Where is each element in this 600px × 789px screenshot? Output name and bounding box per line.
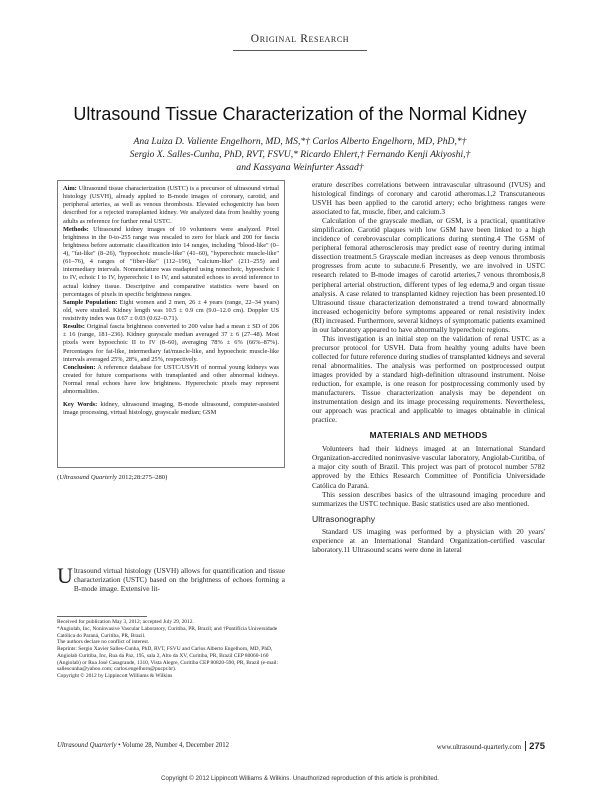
journal-volume: • Volume 28, Number 4, December 2012 <box>116 742 230 749</box>
section-header: Original Research <box>250 33 350 45</box>
footnote-copyright: Copyright © 2012 by Lippincott Williams & Wilkins <box>57 673 173 679</box>
author-list <box>40 135 560 175</box>
footnotes <box>57 619 285 680</box>
section-rule <box>233 50 367 51</box>
page-number: 275 <box>529 741 545 752</box>
aim-label: Aim: <box>63 185 77 192</box>
conclusion-text: A reference database for USTC/USVH of normal young kidneys was created for future comparisons with transplanted and other abnormal kidneys. Normal renal echoes have low brightness. Hyperechoic pixels may represent abnormalities. <box>63 363 279 396</box>
results-text: Original fascia brightness converted to 200 value had a mean ± SD of 206 ± 16 (range, 181–236). Kidney grayscale median averaged 37 ± 6 (27–48). Most pixels were hypoechoic II to IV (8–60), averaging 78% ± 6% (66%–87%). Percentages for fat-like, intermediary fat/muscle-like, and hypoechoic muscle-like intervals averaged 25%, 28%, and 25%, respectively. <box>63 323 279 363</box>
keywords-label: Key Words: <box>63 401 98 409</box>
right-column <box>312 180 545 554</box>
footnote-affiliation: *Angiolab, Inc, Noninvasive Vascular Laboratory, Curitiba, PR, Brazil; and †Pontifícia Universidade Católica do Paraná, Curitiba, PR, Brazil. <box>57 625 278 639</box>
intro-paragraph <box>57 563 285 593</box>
results-label: Results: <box>63 323 85 331</box>
citation: (Ultrasound Quarterly 2012;28:275–280) <box>57 474 168 481</box>
methods-heading: MATERIALS AND METHODS <box>369 430 488 441</box>
keywords-text: kidney, ultrasound imaging, B-mode ultrasound, computer-assisted image processing, virtual histology, grayscale median; GSM <box>63 401 279 417</box>
footnote-reprints: Reprints: Sergio Xavier Salles-Cunha, PhD, RVT, FSVU and Carlos Alberto Engelhorn, MD, PhD, Angiolab Curitiba, Inc, Rua da Paz, 195, sala 2, Alto da XV, Curitiba, PR, Brazil CEP 80060-160 (Angiolab) or Rua José Casagrande, 1310, Vista Alegre, Curitiba CEP 80820-590, PR, Brazil (e-mail: sallescunha@yahoo.com; carlos.engelhorn@pucpr.br). <box>57 646 279 673</box>
body-paragraph: Volunteers had their kidneys imaged at an International Standard Organization-accredited noninvasive vascular laboratory, Angiolab-Curitiba, of a major city south of Brazil. This project was part of protocol number 5782 approved by the Ethics Research Committee of Pontifícia Universidade Católica do Paraná. <box>312 444 545 490</box>
authors-line-2: Sergio X. Salles-Cunha, PhD, RVT, FSVU,* Ricardo Ehlert,† Fernando Kenji Akiyoshi,† <box>129 149 471 161</box>
body-paragraph: This investigation is an initial step on the validation of renal USTC as a precursor protocol for USVH. Data from healthy young adults have been collected for future reference during studies of transplanted kidneys and several renal abnormalities. The analysis was performed on postprocessed output images provided by a standard high-definition ultrasound instrument. Noise reduction, for example, is one reason for postprocessing commonly used by manufacturers. Tissue characterization analysis may be dependent on instrumentation design and its image processing requirements. Nevertheless, our approach was practical and applicable to images obtainable in clinical practice. <box>312 333 545 425</box>
abstract-box <box>57 180 285 468</box>
abstract-conclusion <box>63 364 279 397</box>
abstract-aim <box>63 185 279 226</box>
body-paragraph: This session describes basics of the ultrasound imaging procedure and summarizes the USTC technique. Basic statistics used are also mentioned. <box>312 489 545 508</box>
methods-label: Methods: <box>63 225 89 233</box>
body-paragraph: Calculation of the grayscale median, or GSM, is a practical, quantitative simplification. Carotid plaques with low GSM have been linked to a high incidence of cerebrovascular complications during stenting.4 The GSM of peripheral femoral atherosclerosis may predict ease of reentry during intimal dissection treatment.5 Grayscale median increases as deep venous thrombosis progresses from acute to subacute.6 Presently, we are involved in USTC research related to B-mode images of carotid arteries,7 venous thrombosis,8 peripheral arterial obstruction, different types of leg edema,9 and organ tissue analysis. A case related to transplanted kidney rejection has been presented.10 Ultrasound tissue characterization demonstrated a trend toward abnormally increased echogenicity before symptoms appeared or renal resistivity index (RI) increased. Furthermore, several kidneys of symptomatic patients examined in our laboratory appeared to have abnormally hyperechoic regions. <box>312 216 545 334</box>
abstract-results <box>63 323 279 364</box>
abstract-population <box>63 299 279 323</box>
article-title: Ultrasound Tissue Characterization of the Normal Kidney <box>73 104 527 124</box>
footnote-disclosure: The authors declare no conflict of interest. <box>57 639 150 646</box>
footnote-received: Received for publication May 3, 2012; accepted July 29, 2012. <box>57 619 194 625</box>
journal-issue <box>57 742 229 749</box>
authors-line-1: Ana Luiza D. Valiente Engelhorn, MD, MS,*† Carlos Alberto Engelhorn, MD, PhD,*† <box>133 136 467 147</box>
abstract-methods <box>63 226 279 299</box>
ultrasonography-heading: Ultrasonography <box>312 513 376 524</box>
journal-name: Ultrasound Quarterly <box>57 742 117 749</box>
population-label: Sample Population: <box>63 298 118 306</box>
journal-right <box>437 741 545 752</box>
drop-cap: U <box>57 563 73 588</box>
methods-text: Ultrasound kidney images of 10 volunteers were analyzed. Pixel brightness in the 0-to-255 range was rescaled to zero for black and 200 for fascia brightness before automatic classification into 14 ranges, including "blood-like" (0–4), "fat-like" (8–26), "hypoechoic muscle-like" (41–60), "hyperechoic muscle-like" (61–76), 4 ranges of "fiber-like" (112–196), "calcium-like" (211–255) and intermediary intervals. Nomenclature was readapted using nonechoic, hypoechoic I to IV, echoic I to IV, hyperechoic I to IV, and saturated echoes to avoid inference to actual kidney tissue. Descriptive and comparative statistics were based on percentages of pixels in specific brightness ranges. <box>63 225 279 298</box>
journal-url[interactable]: www.ultrasound-quarterly.com <box>436 744 522 751</box>
body-paragraph: erature describes correlations between intravascular ultrasound (IVUS) and histological findings of coronary and carotid atheromas.1,2 Transcutaneous USVH has been applied to the carotid artery; echo brightness ranges were associated to fat, muscle, fiber, and calcium.3 <box>312 180 545 217</box>
body-paragraph: Standard US imaging was performed by a physician with 20 years' experience at an International Standard Organization-certified vascular laboratory.11 Ultrasound scans were done in lateral <box>312 526 545 554</box>
footnote-rule <box>57 616 147 617</box>
aim-text: Ultrasound tissue characterization (USTC) is a precursor of ultrasound virtual histology (USVH), already applied to B-mode images of coronary, carotid, and peripheral arteries, as well as venous thrombosis. Elevated echogenicity has been described for a rejected transplanted kidney. We analyzed data from healthy young adults as reference for further renal USTC. <box>63 185 279 225</box>
conclusion-label: Conclusion: <box>63 363 96 371</box>
population-text: Eight women and 2 men, 26 ± 4 years (range, 22–34 years) old, were studied. Kidney length was 10.5 ± 0.9 cm (9.0–12.0 cm). Doppler US resistivity index was 0.67 ± 0.03 (0.62–0.71). <box>63 298 279 322</box>
copyright-notice: Copyright © 2012 Lippincott Williams & Wilkins. Unauthorized reproduction of this article is prohibited. <box>161 775 439 782</box>
intro-text: ltrasound virtual histology (USVH) allows for quantification and tissue characterization (USTC) based on the brightness of echoes forming a B-mode image. Extensive lit- <box>73 566 285 593</box>
citation-journal: Ultrasound Quarterly <box>59 474 117 481</box>
abstract-keywords <box>63 401 279 417</box>
authors-line-3: and Kassyana Weinfurter Assad† <box>236 162 364 174</box>
separator <box>525 741 526 751</box>
citation-details: 2012;28:275–280) <box>116 474 168 481</box>
